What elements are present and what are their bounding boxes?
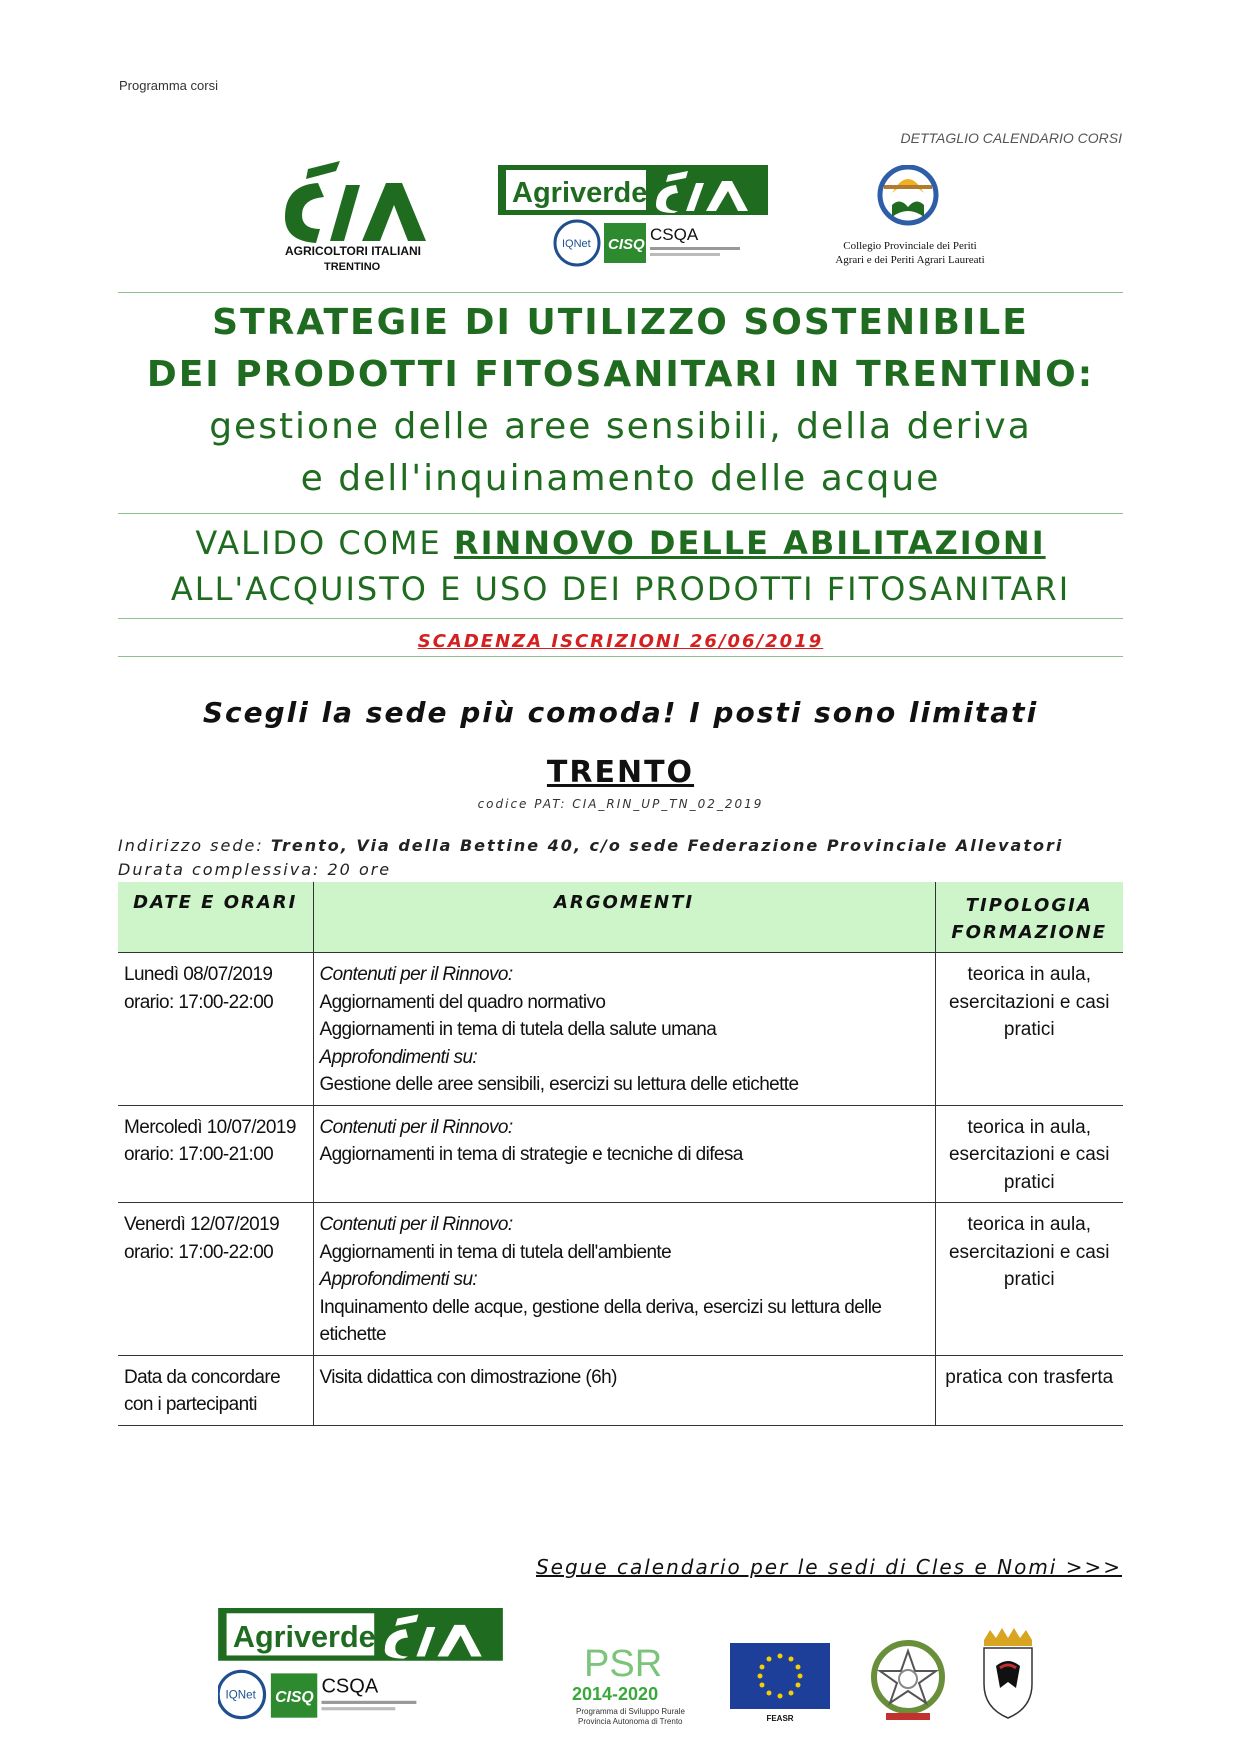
table-row xyxy=(118,953,1123,1106)
title-line-3: gestione delle aree sensibili, della deriva xyxy=(209,406,1032,447)
address-label: Indirizzo sede: xyxy=(118,836,271,855)
svg-text:CSQA: CSQA xyxy=(650,225,699,244)
svg-text:CSQA: CSQA xyxy=(321,1675,379,1698)
column-header: DATE E ORARI xyxy=(118,882,313,953)
title-line-1: STRATEGIE DI UTILIZZO SOSTENIBILE xyxy=(212,302,1029,343)
date-cell xyxy=(118,1203,313,1356)
city-title: TRENTO xyxy=(546,755,695,790)
topic-heading: Approfondimenti su: xyxy=(319,1269,478,1290)
type-cell: teorica in aula, esercitazioni e casi pratici xyxy=(935,953,1123,1106)
address xyxy=(118,836,1063,855)
divider xyxy=(118,292,1123,293)
time: orario: 17:00-22:00 xyxy=(124,1241,274,1263)
title-line-4: e dell'inquinamento delle acque xyxy=(300,458,941,499)
svg-text:Agriverde: Agriverde xyxy=(512,177,648,209)
svg-text:Programma di Sviluppo Rurale: Programma di Sviluppo Rurale xyxy=(576,1707,685,1716)
validity-line-2: ALL'ACQUISTO E USO DEI PRODOTTI FITOSANITARI xyxy=(170,570,1071,608)
date: Venerdì 12/07/2019 xyxy=(124,1214,280,1235)
time: orario: 17:00-21:00 xyxy=(124,1144,274,1165)
type-cell: pratica con trasferta xyxy=(935,1355,1123,1425)
svg-text:Collegio Provinciale dei Perit: Collegio Provinciale dei Periti xyxy=(843,240,977,252)
svg-text:2014-2020: 2014-2020 xyxy=(572,1684,659,1704)
table-row xyxy=(118,1203,1123,1356)
topics-cell xyxy=(313,1203,935,1356)
topic-heading: Contenuti per il Rinnovo: xyxy=(319,964,513,985)
topic-item: Aggiornamenti del quadro normativo xyxy=(319,991,606,1013)
table-header-row xyxy=(118,882,1123,953)
call-to-action: Scegli la sede più comoda! I posti sono limitati xyxy=(202,696,1039,729)
column-header: TIPOLOGIA FORMAZIONE xyxy=(935,882,1123,953)
svg-text:Provincia Autonoma di Trento: Provincia Autonoma di Trento xyxy=(578,1717,683,1726)
divider xyxy=(118,618,1123,619)
title-line-2: DEI PRODOTTI FITOSANITARI IN TRENTINO: xyxy=(146,354,1095,395)
svg-text:IQNet: IQNet xyxy=(562,238,591,250)
italian-republic-emblem xyxy=(868,1635,948,1727)
svg-text:CISQ: CISQ xyxy=(608,236,645,253)
column-header: ARGOMENTI xyxy=(313,882,935,953)
table-row xyxy=(118,1355,1123,1425)
topic-item: Aggiornamenti in tema di tutela della salute umana xyxy=(319,1019,717,1040)
table-row xyxy=(118,1105,1123,1203)
date-cell: Data da concordare con i partecipanti xyxy=(118,1355,313,1425)
date-cell xyxy=(118,1105,313,1203)
svg-text:AGRICOLTORI ITALIANI: AGRICOLTORI ITALIANI xyxy=(285,244,421,258)
validity-highlight: RINNOVO DELLE ABILITAZIONI xyxy=(453,524,1046,562)
topic-item: Inquinamento delle acque, gestione della deriva, esercizi su lettura delle etichette xyxy=(319,1296,882,1345)
topic-item: Aggiornamenti in tema di tutela dell'ambiente xyxy=(319,1241,672,1263)
deadline: SCADENZA ISCRIZIONI 26/06/2019 xyxy=(417,631,824,652)
date: Mercoledì 10/07/2019 xyxy=(124,1116,296,1138)
collegio-logo xyxy=(820,165,1000,280)
svg-text:TRENTINO: TRENTINO xyxy=(324,261,381,273)
svg-text:CISQ: CISQ xyxy=(275,1688,314,1706)
cia-logo xyxy=(280,155,440,273)
topic-item: Gestione delle aree sensibili, esercizi su lettura delle etichette xyxy=(319,1074,799,1095)
agriverde-footer-logo xyxy=(218,1608,503,1724)
header-right-label: DETTAGLIO CALENDARIO CORSI xyxy=(900,130,1122,146)
agriverde-logo xyxy=(498,165,768,270)
trentino-coat-of-arms xyxy=(978,1626,1038,1721)
eu-flag-logo xyxy=(730,1643,830,1728)
type-cell: teorica in aula, esercitazioni e casi pratici xyxy=(935,1105,1123,1203)
time: orario: 17:00-22:00 xyxy=(124,991,274,1013)
svg-text:IQNet: IQNet xyxy=(225,1688,256,1702)
next-calendar-link[interactable]: Segue calendario per le sedi di Cles e Nomi >>> xyxy=(535,1555,1122,1579)
psr-logo xyxy=(570,1638,685,1730)
divider xyxy=(118,513,1123,514)
svg-text:FEASR: FEASR xyxy=(766,1714,794,1723)
topic-heading: Approfondimenti su: xyxy=(319,1046,478,1068)
svg-text:PSR: PSR xyxy=(584,1643,663,1685)
topics-cell xyxy=(313,1105,935,1203)
date-cell xyxy=(118,953,313,1106)
svg-text:Agrari e dei Periti Agrari Lau: Agrari e dei Periti Agrari Laureati xyxy=(835,254,985,266)
address-value: Trento, Via della Bettine 40, c/o sede Federazione Provinciale Allevatori xyxy=(270,836,1064,855)
date: Lunedì 08/07/2019 xyxy=(124,964,273,985)
course-code: codice PAT: CIA_RIN_UP_TN_02_2019 xyxy=(477,797,764,811)
topics-cell xyxy=(313,953,935,1106)
validity-prefix: VALIDO COME xyxy=(195,524,454,562)
divider xyxy=(118,656,1123,657)
topic-item: Visita didattica con dimostrazione (6h) xyxy=(319,1366,617,1388)
type-cell: teorica in aula, esercitazioni e casi pratici xyxy=(935,1203,1123,1356)
validity-line-1 xyxy=(118,524,1123,562)
schedule-table xyxy=(118,882,1123,1426)
header-label: Programma corsi xyxy=(119,78,218,93)
topic-heading: Contenuti per il Rinnovo: xyxy=(319,1214,513,1235)
topics-cell xyxy=(313,1355,935,1425)
topic-heading: Contenuti per il Rinnovo: xyxy=(319,1116,513,1138)
topic-item: Aggiornamenti in tema di strategie e tecniche di difesa xyxy=(319,1144,743,1165)
svg-text:Agriverde: Agriverde xyxy=(232,1620,376,1655)
duration: Durata complessiva: 20 ore xyxy=(118,860,392,879)
